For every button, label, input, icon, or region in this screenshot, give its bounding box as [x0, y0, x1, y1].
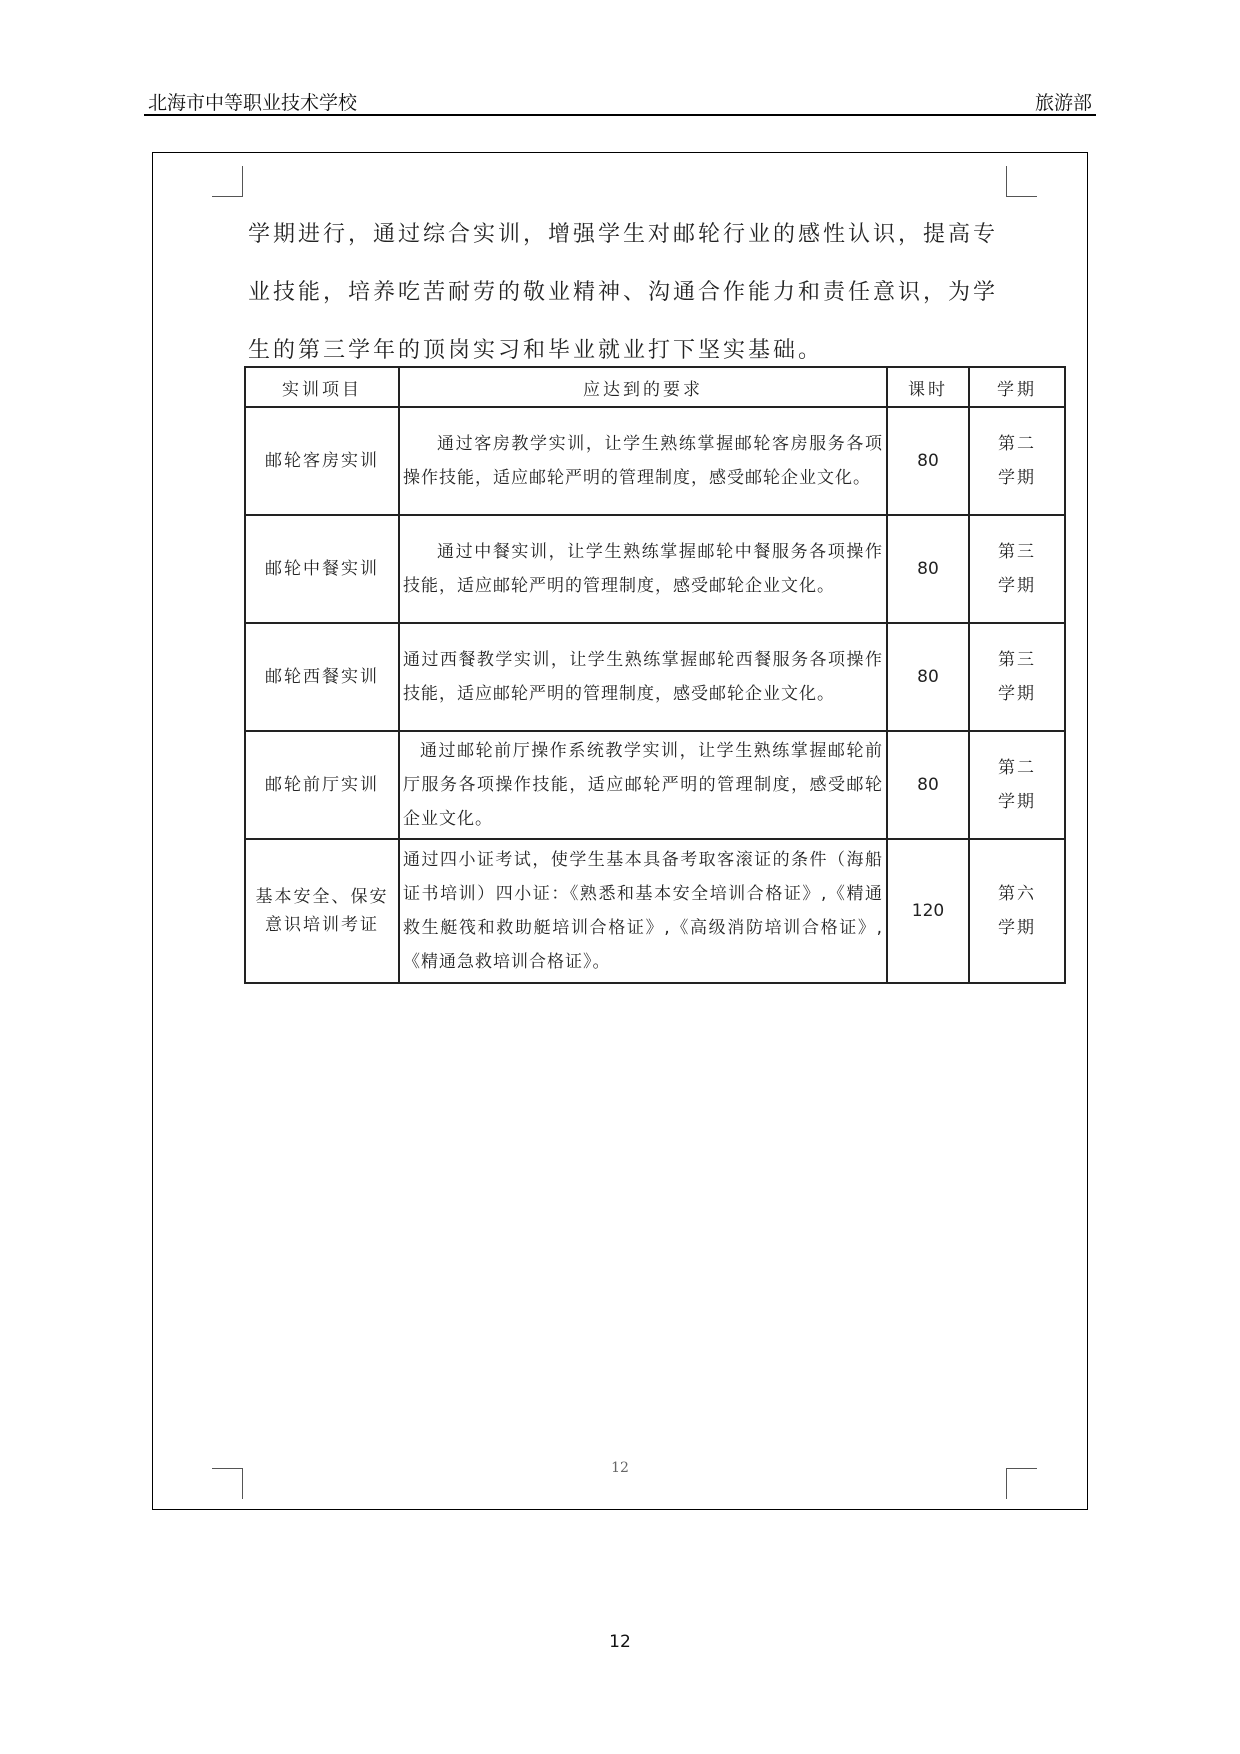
- body-line: 业技能，培养吃苦耐劳的敬业精神、沟通合作能力和责任意识，为学: [248, 280, 999, 305]
- table-row: [245, 407, 1065, 515]
- crop-mark-bottom-left: [212, 1468, 243, 1499]
- semester-line: 学期: [998, 918, 1036, 938]
- semester-line: 第二: [998, 758, 1036, 778]
- cell-hours: 80: [887, 623, 969, 731]
- crop-mark-bottom-right: [1006, 1468, 1037, 1499]
- cell-semester: [969, 731, 1065, 839]
- semester-line: 第三: [998, 542, 1036, 562]
- cell-requirement: 通过中餐实训，让学生熟练掌握邮轮中餐服务各项操作技能，适应邮轮严明的管理制度，感受邮轮企业文化。: [399, 515, 887, 623]
- header-department: 旅游部: [1034, 92, 1092, 114]
- table-row: [245, 839, 1065, 983]
- inner-page-number: 12: [611, 1460, 629, 1476]
- table-header-row: [245, 367, 1065, 407]
- col-header-semester: 学期: [969, 367, 1065, 407]
- page-number: 12: [609, 1632, 631, 1652]
- cell-project: 基本安全、保安意识培训考证: [245, 839, 399, 983]
- crop-mark-top-left: [212, 166, 243, 197]
- cell-semester: [969, 515, 1065, 623]
- cell-semester: [969, 839, 1065, 983]
- body-line: 学期进行，通过综合实训，增强学生对邮轮行业的感性认识，提高专: [248, 222, 999, 247]
- cell-requirement: 通过邮轮前厅操作系统教学实训，让学生熟练掌握邮轮前厅服务各项操作技能，适应邮轮严明的管理制度，感受邮轮企业文化。: [399, 731, 887, 839]
- cell-hours: 120: [887, 839, 969, 983]
- cell-requirement: 通过四小证考试，使学生基本具备考取客滚证的条件（海船证书培训）四小证：《熟悉和基本安全培训合格证》,《精通救生艇筏和救助艇培训合格证》,《高级消防培训合格证》,《精通急救培训合格证》。: [399, 839, 887, 983]
- cell-hours: 80: [887, 731, 969, 839]
- table-row: [245, 515, 1065, 623]
- cell-project: 邮轮西餐实训: [245, 623, 399, 731]
- body-line: 生的第三学年的顶岗实习和毕业就业打下坚实基础。: [248, 338, 824, 363]
- cell-hours: 80: [887, 515, 969, 623]
- training-table: [244, 366, 1066, 984]
- cell-semester: [969, 407, 1065, 515]
- header-school: 北海市中等职业技术学校: [148, 92, 358, 114]
- cell-requirement: 通过西餐教学实训，让学生熟练掌握邮轮西餐服务各项操作技能，适应邮轮严明的管理制度，感受邮轮企业文化。: [399, 623, 887, 731]
- cell-semester: [969, 623, 1065, 731]
- col-header-hours: 课时: [887, 367, 969, 407]
- cell-project: 邮轮中餐实训: [245, 515, 399, 623]
- crop-mark-top-right: [1006, 166, 1037, 197]
- cell-hours: 80: [887, 407, 969, 515]
- semester-line: 第二: [998, 434, 1036, 454]
- cell-requirement: 通过客房教学实训，让学生熟练掌握邮轮客房服务各项操作技能，适应邮轮严明的管理制度，感受邮轮企业文化。: [399, 407, 887, 515]
- semester-line: 学期: [998, 468, 1036, 488]
- col-header-project: 实训项目: [245, 367, 399, 407]
- semester-line: 学期: [998, 576, 1036, 596]
- table-row: [245, 623, 1065, 731]
- cell-project: 邮轮前厅实训: [245, 731, 399, 839]
- semester-line: 学期: [998, 792, 1036, 812]
- semester-line: 学期: [998, 684, 1036, 704]
- semester-line: 第三: [998, 650, 1036, 670]
- col-header-requirement: 应达到的要求: [399, 367, 887, 407]
- cell-project: 邮轮客房实训: [245, 407, 399, 515]
- table-row: [245, 731, 1065, 839]
- header-rule: [144, 114, 1096, 116]
- body-paragraph: [248, 206, 1018, 380]
- semester-line: 第六: [998, 884, 1036, 904]
